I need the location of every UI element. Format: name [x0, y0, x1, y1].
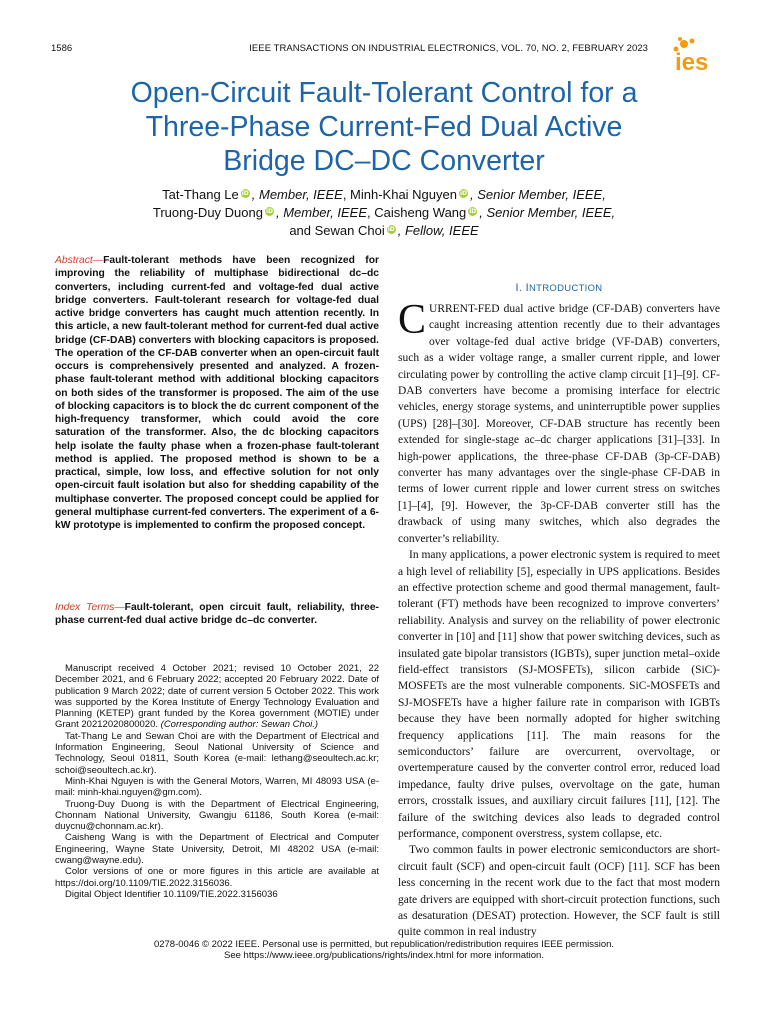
intro-paragraph-1 — [398, 297, 720, 547]
intro-paragraph-2: In many applications, a power electronic system is required to meet a high level of reliability [5], especially in UPS applications. Besides an effective protection scheme and good thermal management, fault-tolerant (FT) methods have been recognized to improve converters’ reliability. Analysis and survey on the reliability of power electronic converter in [10] and [11] show that power switching devices, such as insulated gate bipolar transistors (IGBTs), super junction metal–oxide field-effect transistors (SJ-MOSFETs), silicon carbide (SiC)-MOSFETs are the most vulnerable components. SiC-MOSFETs and SJ-MOSFETs have a higher failure rate in comparison with IGBTs because they have been normally adopted for higher switching frequency applications [11]. The main reasons for the semiconductors’ failure are overcurrent, overvoltage, or overtemperature caused by the converter control error, reduced load impedance, faulty drive pulses, overvoltage on the gate, human errors, crosstalk issues, and auxiliary circuit failures [11], [12]. The failure of the switching devices also leads to degraded control performance, component overstress, system collapse, etc. — [398, 549, 720, 840]
author-membership: , Member, IEEE — [275, 205, 368, 220]
introduction-body — [398, 297, 720, 941]
section-number: I. — [515, 282, 526, 294]
intro-paragraph-1-text: dual active bridge (CF-DAB) converters have caught increasing attention recently due to their advantages over voltage-fed dual active bridge (VF-DAB) converters, such as a wider voltage range, a smaller current ripple, and lower circulating power by controlling the active clamp circuit [1]–[9]. CF-DAB converters have become a promising interface for electric vehicles, energy storage systems, and uninterruptible power supplies (UPS) [28]–[30]. Moreover, CF-DAB structure has recently been extended for single-stage ac–dc charger applications [31]–[33]. In high-power applications, the three-phase CF-DAB (3p-CF-DAB) converter has many advantages over the single-phase CF-DAB in terms of lower current ripple and lower current stress on switches [1]–[4], [9]. However, the 3p-CF-DAB converter still has the drawback of using many switches, which also degrades the converter’s reliability. — [398, 303, 720, 545]
abstract-label: Abstract— — [55, 255, 104, 266]
author-membership: , Member, IEEE — [251, 187, 343, 202]
footnote-manuscript — [55, 663, 379, 731]
abstract — [55, 254, 379, 532]
author-line-1 — [84, 186, 684, 204]
author-membership: , Senior Member, IEEE, — [469, 187, 606, 202]
orcid-icon[interactable]: iD — [459, 190, 467, 197]
title-line-2: Three-Phase Current-Fed Dual Active — [145, 111, 623, 143]
drop-cap: C — [398, 297, 427, 343]
section-heading-introduction — [398, 282, 720, 294]
section-heading-cap: I — [525, 282, 529, 294]
author-line-2 — [84, 204, 684, 222]
paper-title — [60, 76, 708, 178]
orcid-icon[interactable]: iD — [387, 226, 395, 233]
ies-logo-text: ies — [675, 49, 709, 76]
index-terms-label: Index Terms— — [55, 602, 125, 613]
footnote-affiliation: Caisheng Wang is with the Department of Electrical and Computer Engineering, Wayne State University, Detroit, MI 48202 USA (e-mail: cwang@wayne.edu). — [55, 832, 379, 867]
footnote-manuscript-text: Manuscript received 4 October 2021; revised 10 October 2021, 22 December 2021, and 6 February 2022; accepted 20 February 2022. Date of publication 9 March 2022; date of current version 5 October 2022. This work was supported by the Korea Institute of Energy Technology Evaluation and Planning (KETEP) grant funded by the Korea government (MOTIE) under Grant 20212020800020. — [55, 663, 379, 731]
footnotes — [55, 663, 379, 900]
section-heading-rest: NTRODUCTION — [528, 283, 603, 294]
author-name: Tat-Thang Le — [162, 187, 239, 202]
copyright-line: 0278-0046 © 2022 IEEE. Personal use is permitted, but republication/redistribution requires IEEE permission. — [153, 939, 615, 950]
copyright-footer — [60, 939, 708, 961]
orcid-icon[interactable]: iD — [241, 190, 249, 197]
footnote-color-versions: Color versions of one or more figures in this article are available at https://doi.org/10.1109/TIE.2022.3156036. — [55, 866, 379, 889]
title-line-3: Bridge DC–DC Converter — [223, 145, 545, 177]
index-terms — [55, 601, 379, 628]
abstract-text: Fault-tolerant methods have been recognized for improving the reliability of multiphase bidirectional dc–dc converters, including current-fed and voltage-fed dual active bridge converters. Fault-tolerant research for voltage-fed dual active bridge converters has caught much attention recently. In this article, a new fault-tolerant method for current-fed dual active bridge (CF-DAB) converters with blocking capacitors is proposed. The operation of the CF-DAB converter when an open-circuit fault occurs is comprehensively presented and analyzed. A frozen-phase fault-tolerant method with additional blocking capacitors on both sides of the transformer is proposed. The aim of the use of blocking capacitors is to block the dc current component of the high-frequency transformer, which could avoid the core saturation of the transformer. Also, the dc blocking capacitors help isolate the faulty phase when a frozen-phase fault-tolerant method is applied. The proposed method is shown to be a practical, simple, low loss, and effective solution for not only open-circuit fault isolation but also for shedding capability of the multiphase converter. The proposed concept could be applied for general multiphase current-fed converters. The experiment of a 6-kW prototype is implemented to confirm the proposed concept. — [55, 255, 379, 531]
journal-header: IEEE TRANSACTIONS ON INDUSTRIAL ELECTRONICS, VOL. 70, NO. 2, FEBRUARY 2023 — [249, 43, 648, 54]
footnote-affiliation: Truong-Duy Duong is with the Department of Electrical Engineering, Chonnam National University, Gwangju 61186, South Korea (e-mail: duycnu@chonnam.ac.kr). — [55, 798, 379, 833]
corresponding-author: (Corresponding author: Sewan Choi.) — [160, 719, 319, 731]
page-number: 1586 — [51, 43, 73, 54]
title-line-1: Open-Circuit Fault-Tolerant Control for a — [130, 77, 638, 109]
author-list — [84, 186, 684, 240]
intro-paragraph-3: Two common faults in power electronic semiconductors are short-circuit fault (SCF) and open-circuit fault (OCF) [11]. SCF has been less concerning in the recent work due to the fact that most modern gate drivers are equipped with short-circuit protection functions, such as desaturation (DESAT) protection. However, the SCF fault is still quite common in real industry — [398, 844, 720, 939]
author-membership: , Fellow, IEEE — [397, 223, 479, 238]
author-line-3 — [84, 222, 684, 240]
intro-first-word: URRENT-FED — [429, 303, 500, 315]
orcid-icon[interactable]: iD — [469, 208, 477, 215]
footnote-affiliation: Tat-Thang Le and Sewan Choi are with the Department of Electrical and Information Engineering, Seoul National University of Science and Technology, Seoul 01811, South Korea (e-mail: lethang@seoultech.ac.kr; schoi@seoultech.ac.kr). — [55, 730, 379, 776]
ies-logo — [672, 36, 724, 76]
author-name: and Sewan Choi — [289, 223, 385, 238]
author-membership: , Senior Member, IEEE, — [479, 205, 616, 220]
footnote-affiliation: Minh-Khai Nguyen is with the General Motors, Warren, MI 48093 USA (e-mail: minh-khai.nguyen@gm.com). — [55, 775, 379, 799]
orcid-icon[interactable]: iD — [265, 208, 273, 215]
index-terms-text: Fault-tolerant, open circuit fault, reliability, three-phase current-fed dual active bridge dc–dc converter. — [55, 602, 379, 627]
author-name: Truong-Duy Duong — [152, 205, 263, 220]
rights-link-line: See https://www.ieee.org/publications/rights/index.html for more information. — [224, 950, 544, 961]
author-name: , Caisheng Wang — [367, 205, 467, 220]
footnote-doi: Digital Object Identifier 10.1109/TIE.2022.3156036 — [65, 888, 278, 900]
author-name: , Minh-Khai Nguyen — [342, 187, 457, 202]
